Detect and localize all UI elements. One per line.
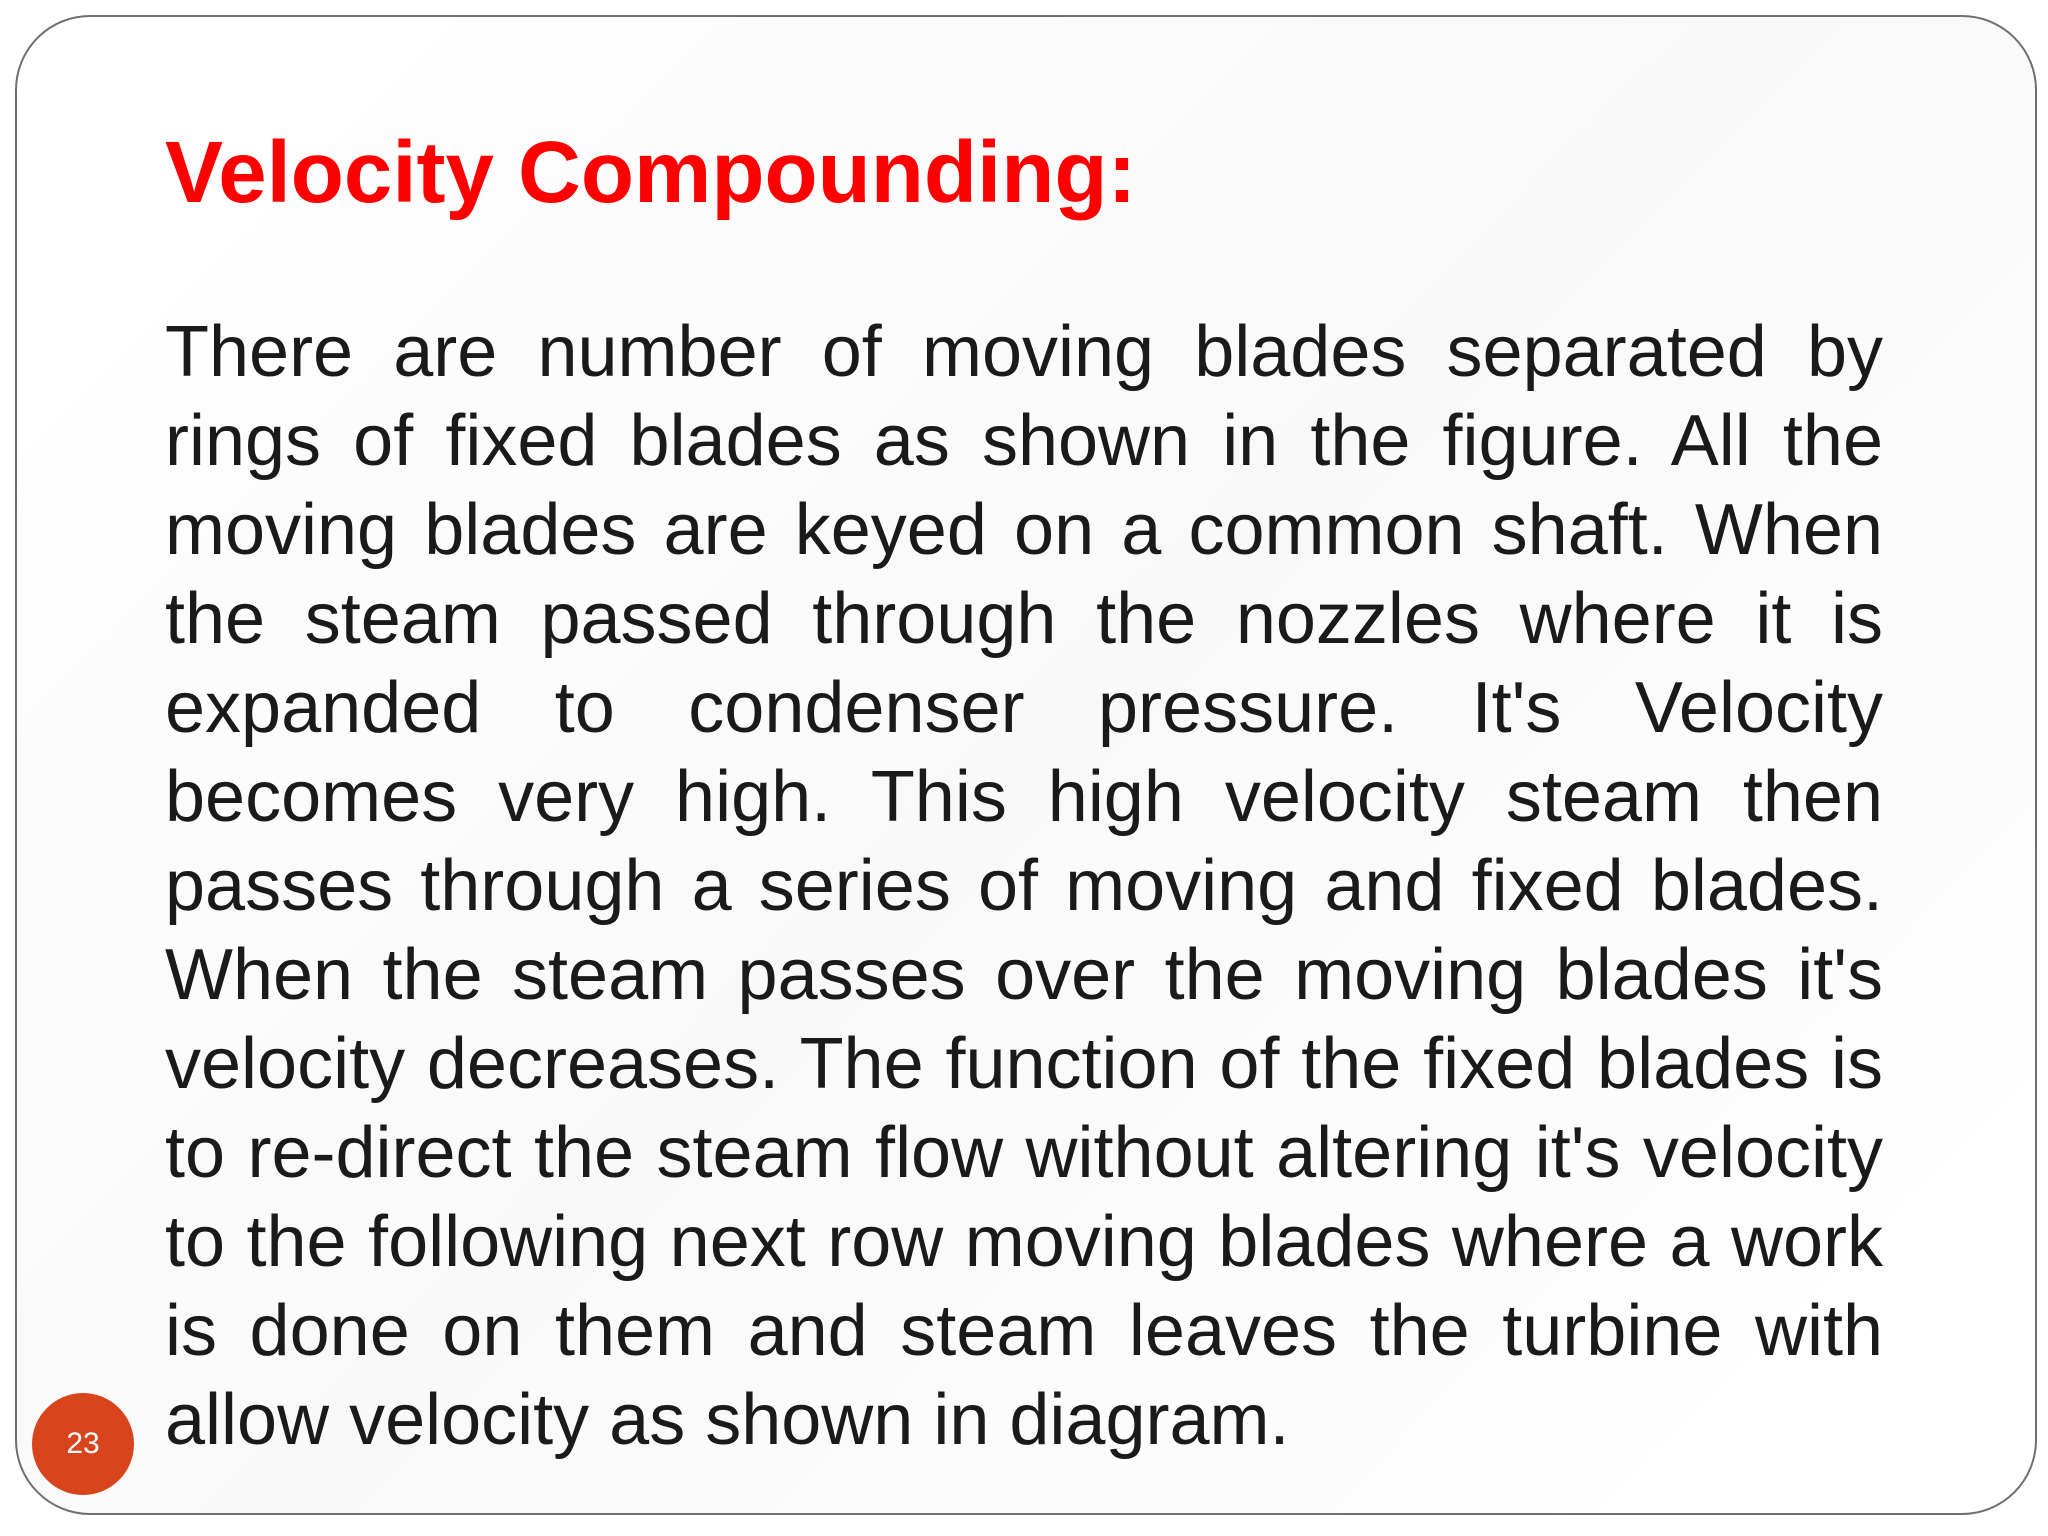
slide-body-text: There are number of moving blades separated by rings of fixed blades as shown in the figure. All the moving blades are keyed on a common shaft. When the steam passed through the nozzles where it is expanded to condenser pressure. It's Velocity becomes very high. This high velocity steam then passes through a series of moving and fixed blades. When the steam passes over the moving blades it's velocity decreases. The function of the fixed blades is to re-direct the steam flow without altering it's velocity to the following next row moving blades where a work is done on them and steam leaves the turbine with allow velocity as shown in diagram. <box>165 312 1883 1460</box>
slide-title: Velocity Compounding: <box>165 124 1137 221</box>
page-number: 23 <box>66 1427 100 1460</box>
page-number-badge <box>32 1393 134 1495</box>
